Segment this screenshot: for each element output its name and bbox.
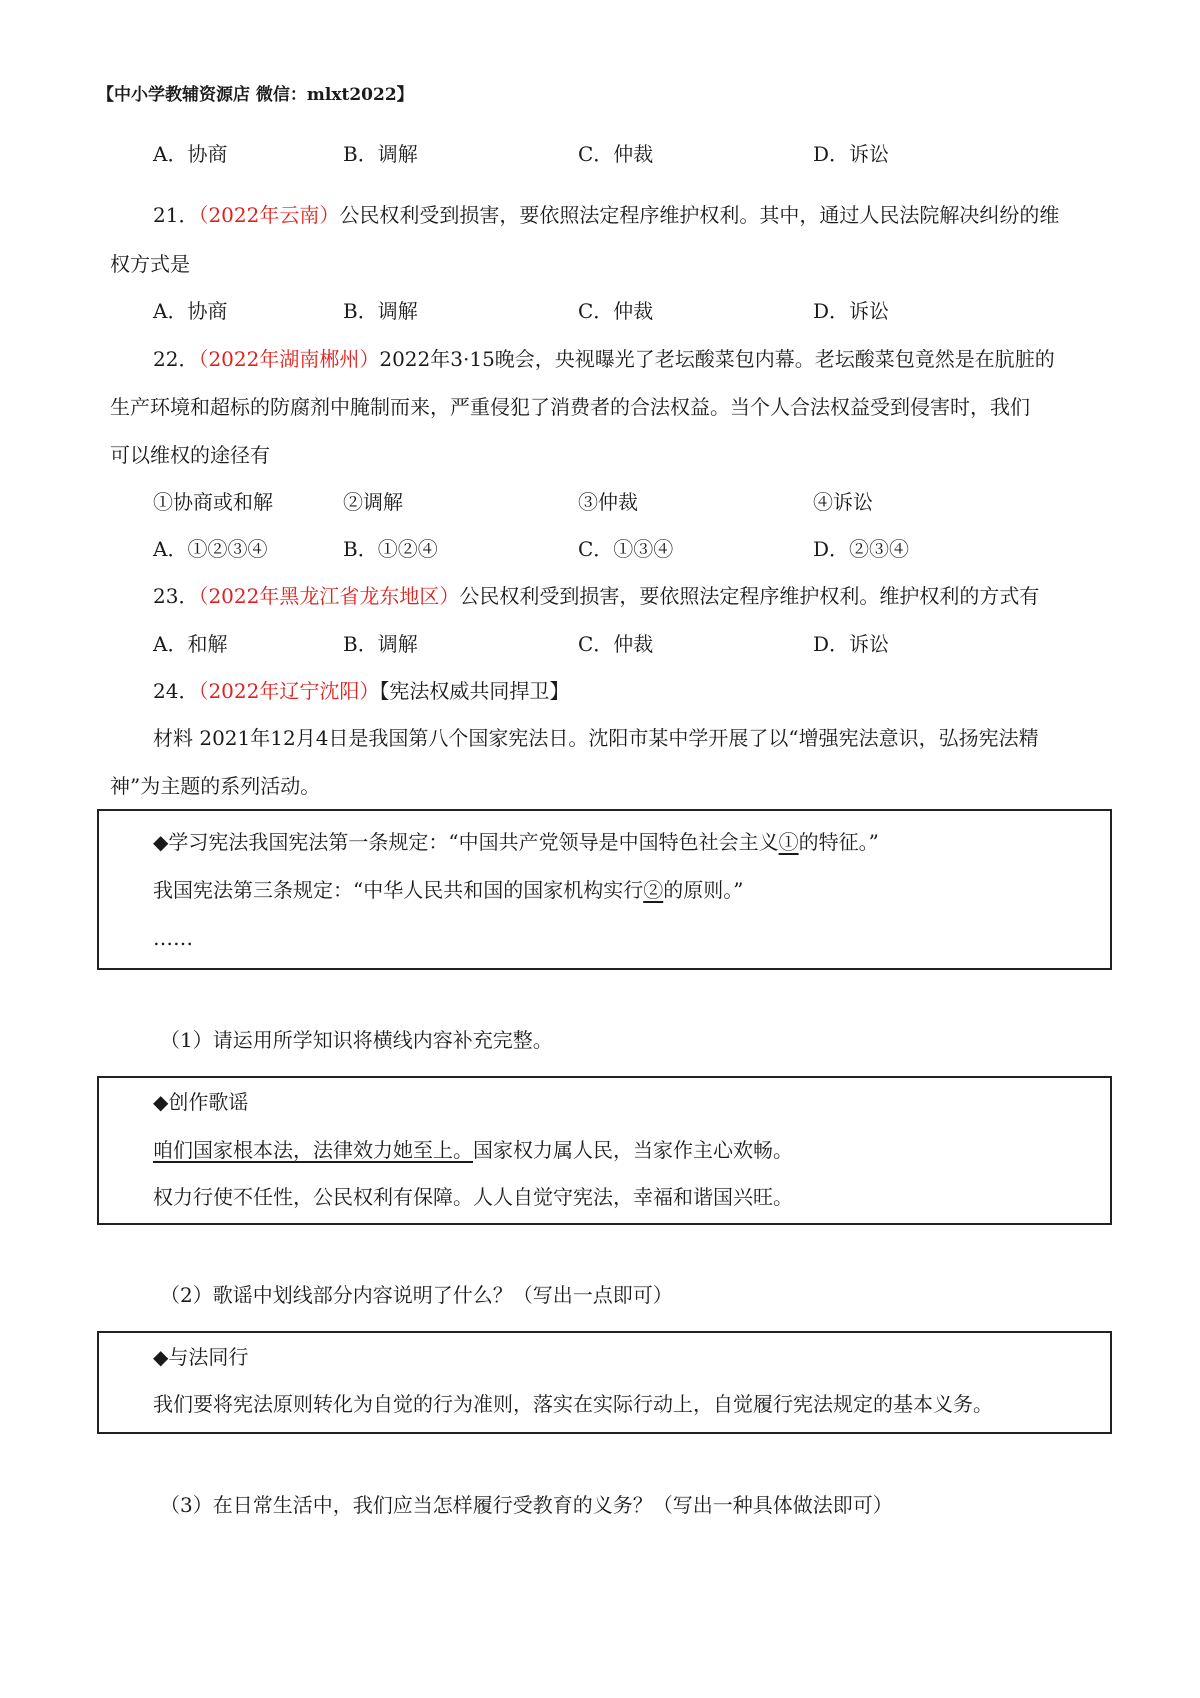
q24-box1-line2-pre: 我国宪法第三条规定：“中华人民共和国的国家机构实行	[153, 878, 644, 902]
q23-option-c: C．仲裁	[578, 632, 654, 656]
q23-number: 23．	[153, 584, 199, 608]
q24-box1-blank-2: ②	[643, 878, 664, 902]
q24-box3-line1: 我们要将宪法原则转化为自觉的行为准则，落实在实际行动上，自觉履行宪法规定的基本义务。	[153, 1392, 993, 1416]
q24-box1-line1-post: 的特征。”	[798, 830, 879, 854]
q24-box2-line1-rest: 国家权力属人民，当家作主心欢畅。	[473, 1138, 793, 1162]
q22-item-3: ③仲裁	[578, 490, 638, 514]
q24-box1-ellipsis: ……	[153, 926, 193, 950]
q20-option-d: D．诉讼	[813, 142, 890, 166]
q24-material-line2: 神”为主题的系列活动。	[110, 774, 321, 798]
q22-stem-line3: 可以维权的途径有	[110, 443, 270, 467]
q24-box2-line1	[153, 1136, 793, 1164]
q21-option-b: B．调解	[343, 299, 418, 323]
q24-sub3: （3）在日常生活中，我们应当怎样履行受教育的义务？（写出一种具体做法即可）	[160, 1493, 893, 1517]
q21-source: （2022年云南）	[198, 203, 340, 227]
q24-number: 24．	[153, 679, 199, 703]
q24-stem	[153, 677, 569, 705]
q22-stem-line1: 2022年3·15晚会，央视曝光了老坛酸菜包内幕。老坛酸菜包竟然是在肮脏的	[379, 347, 1055, 371]
q24-box1-line2-post: 的原则。”	[663, 878, 744, 902]
q22-source: （2022年湖南郴州）	[198, 347, 380, 371]
q24-box-law	[97, 1331, 1112, 1434]
q24-box3-title: ◆与法同行	[153, 1345, 249, 1369]
q24-material-line1: 材料 2021年12月4日是我国第八个国家宪法日。沈阳市某中学开展了以“增强宪法意识，弘扬宪法精	[153, 726, 1039, 750]
q21-stem-line1: 公民权利受到损害，要依照法定程序维护权利。其中，通过人民法院解决纠纷的维	[339, 203, 1060, 227]
q24-box2-title: ◆创作歌谣	[153, 1090, 249, 1114]
q24-sub2: （2）歌谣中划线部分内容说明了什么？（写出一点即可）	[160, 1283, 673, 1307]
q23-option-d: D．诉讼	[813, 632, 890, 656]
q23-source: （2022年黑龙江省龙东地区）	[198, 584, 460, 608]
q20-option-c: C．仲裁	[578, 142, 654, 166]
q24-topic: 【宪法权威共同捍卫】	[379, 679, 570, 703]
q22-item-4: ④诉讼	[813, 490, 873, 514]
q22-number: 22．	[153, 347, 199, 371]
q24-box2-line2: 权力行使不任性，公民权利有保障。人人自觉守宪法，幸福和谐国兴旺。	[153, 1185, 793, 1209]
q22-option-b: B．①②④	[343, 537, 438, 561]
q22-stem	[153, 345, 1055, 373]
q24-sub1: （1）请运用所学知识将横线内容补充完整。	[160, 1028, 553, 1052]
q23-option-a: A．和解	[153, 632, 228, 656]
q24-box1-blank-1: ①	[778, 830, 799, 854]
q24-box1-line2	[153, 876, 743, 904]
q21-number: 21．	[153, 203, 199, 227]
q21-option-d: D．诉讼	[813, 299, 890, 323]
q22-stem-line2: 生产环境和超标的防腐剂中腌制而来，严重侵犯了消费者的合法权益。当个人合法权益受到侵害时，我们	[110, 395, 1030, 419]
q23-stem-text: 公民权利受到损害，要依照法定程序维护权利。维护权利的方式有	[459, 584, 1040, 608]
q24-source: （2022年辽宁沈阳）	[198, 679, 380, 703]
page-header: 【中小学教辅资源店 微信：mlxt2022】	[97, 85, 414, 105]
q21-stem	[153, 201, 1059, 229]
q22-option-d: D．②③④	[813, 537, 910, 561]
q22-item-1: ①协商或和解	[153, 490, 273, 514]
q21-option-a: A．协商	[153, 299, 228, 323]
q22-option-c: C．①③④	[578, 537, 674, 561]
q21-stem-line2: 权方式是	[110, 252, 190, 276]
q24-box1-line1	[153, 828, 879, 856]
q20-option-b: B．调解	[343, 142, 418, 166]
q21-option-c: C．仲裁	[578, 299, 654, 323]
q23-option-b: B．调解	[343, 632, 418, 656]
q22-item-2: ②调解	[343, 490, 403, 514]
q24-box1-line1-pre: ◆学习宪法我国宪法第一条规定：“中国共产党领导是中国特色社会主义	[153, 830, 779, 854]
q20-option-a: A．协商	[153, 142, 228, 166]
q23-stem	[153, 582, 1039, 610]
q22-option-a: A．①②③④	[153, 537, 268, 561]
q24-box2-underlined: 咱们国家根本法，法律效力她至上。	[153, 1138, 473, 1162]
